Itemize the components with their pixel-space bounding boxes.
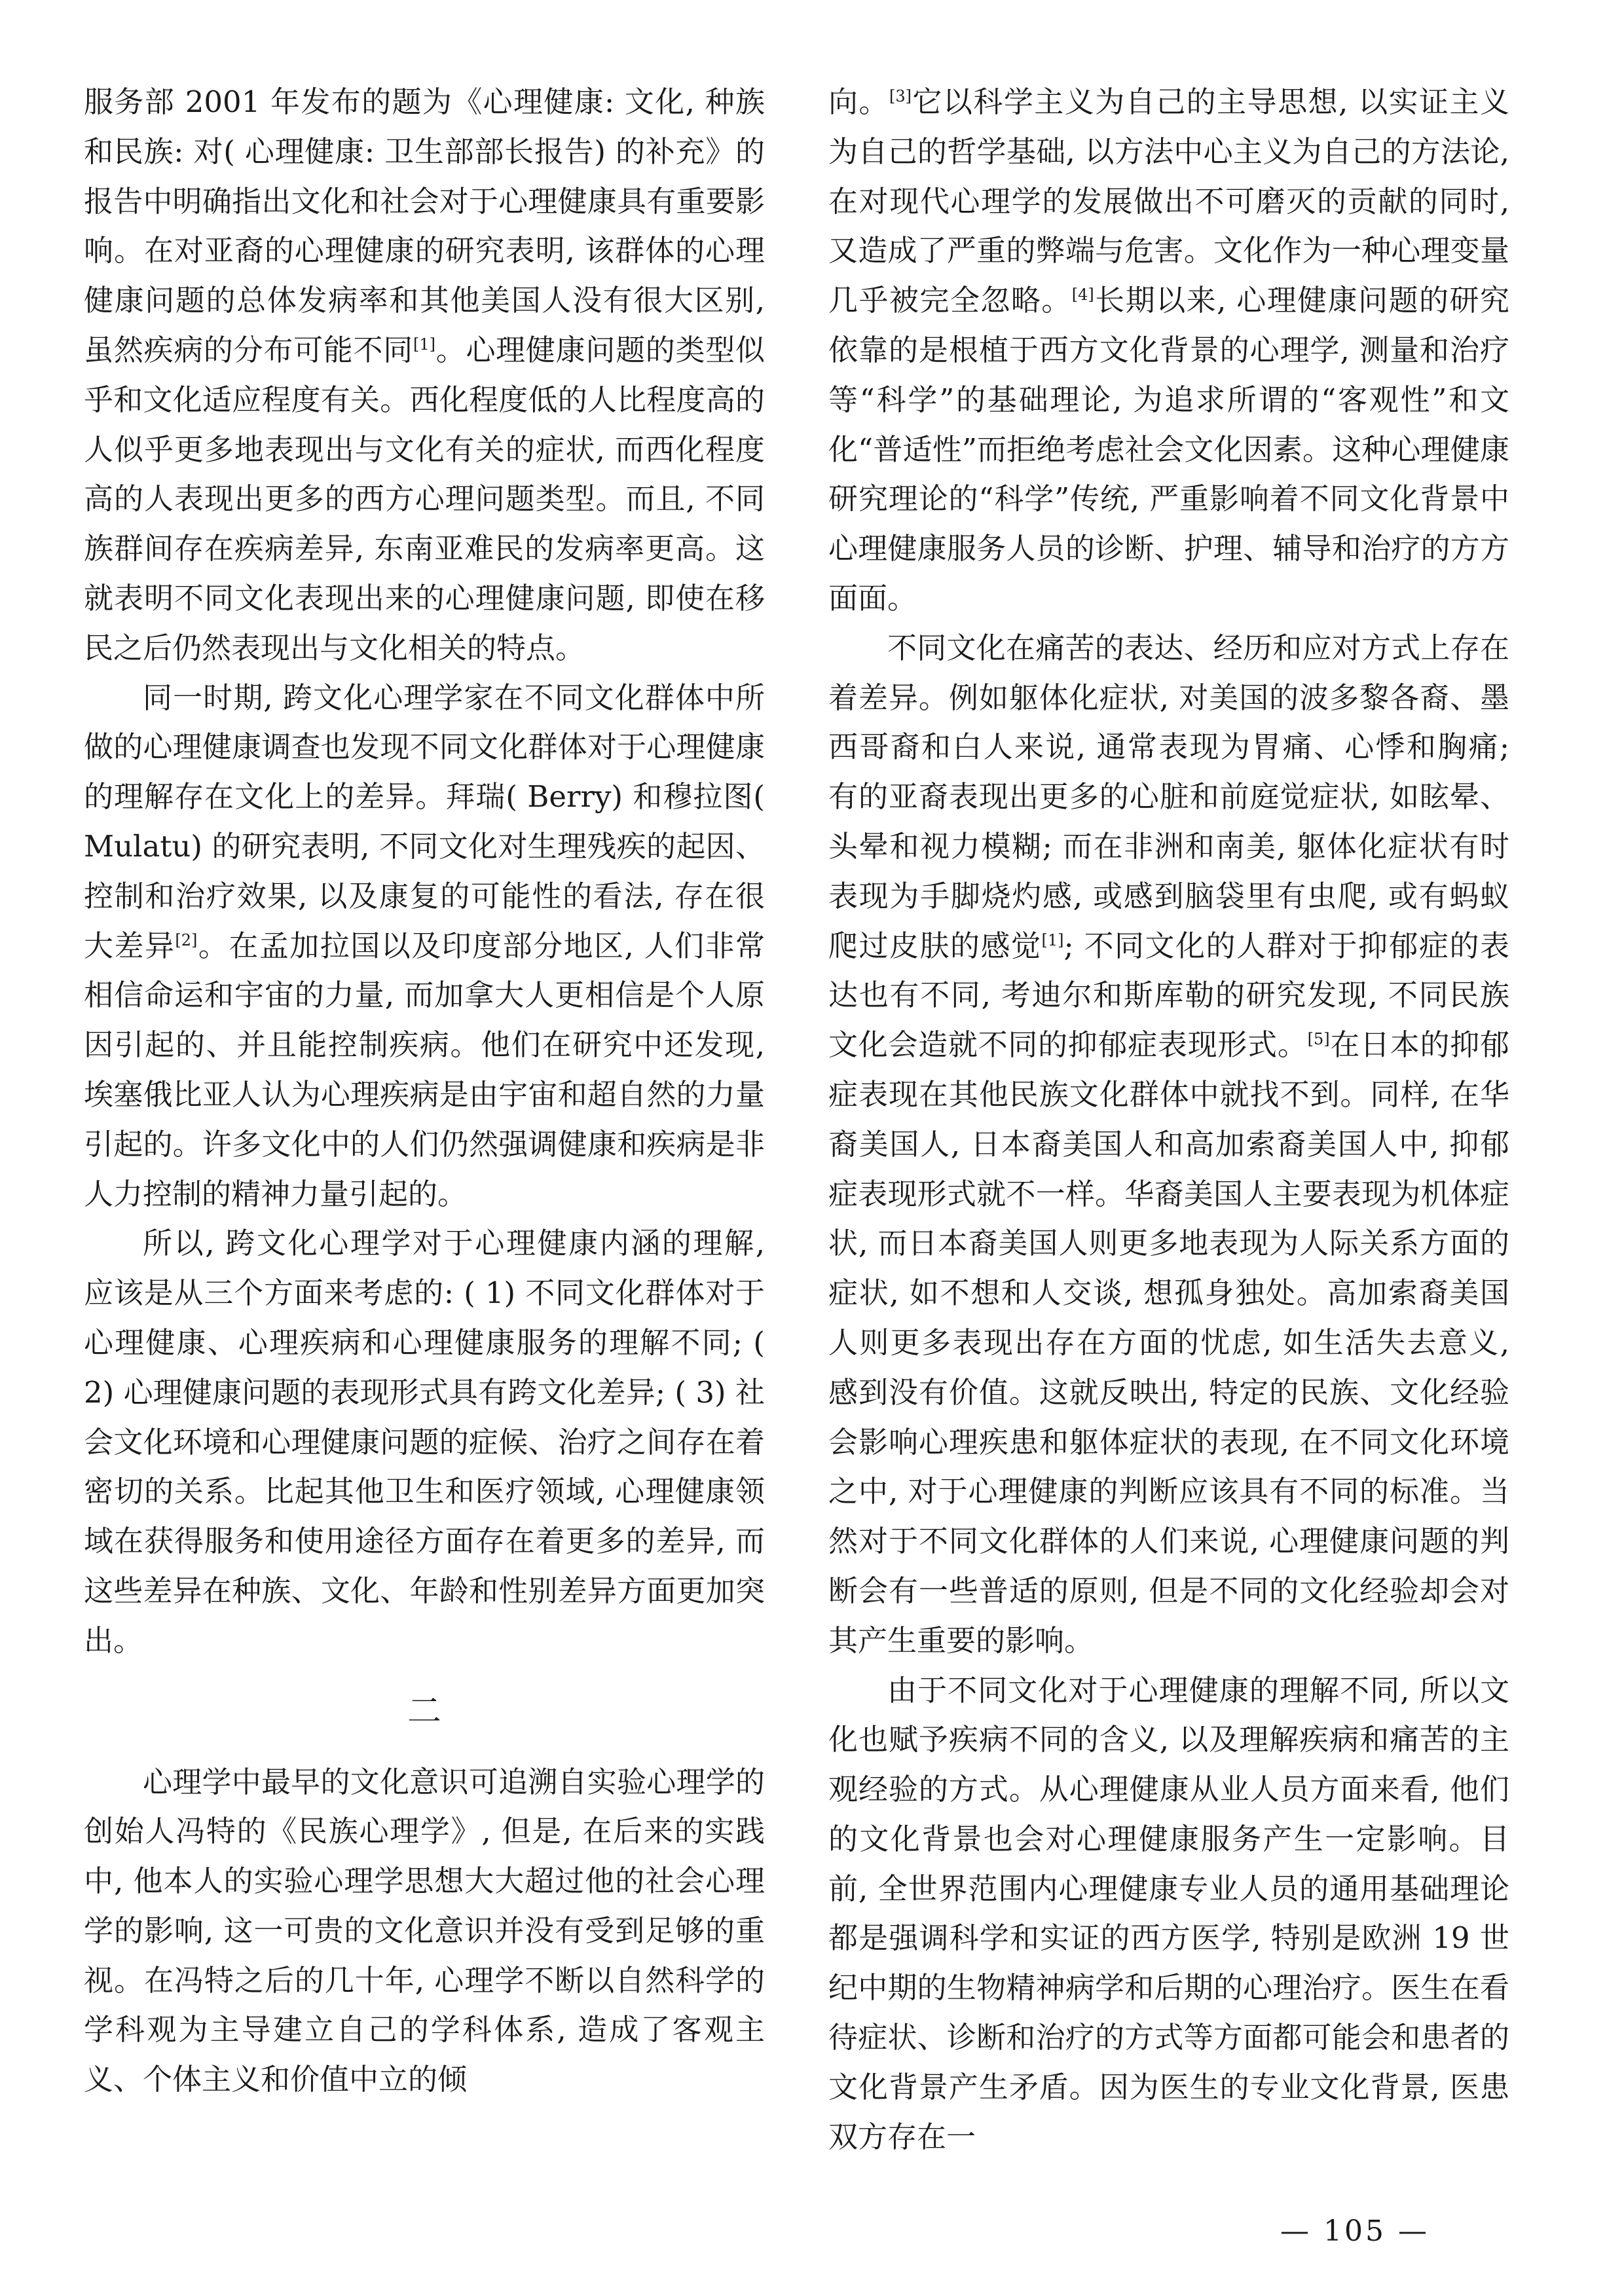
citation-ref: [4] [1071,285,1094,304]
body-paragraph: 服务部 2001 年发布的题为《心理健康: 文化, 种族和民族: 对( 心理健康: 卫生部部长报告) 的补充》的报告中明确指出文化和社会对于心理健康具有重要影响。在对亚裔的心理健康的研究表明, 该群体的心理健康问题的总体发病率和其他美国人没有很大区别, 虽然疾病的分布可能不同[1]。心理健康问题的类型似乎和文化适应程度有关。西化程度低的人比程度高的人似乎更多地表现出与文化有关的症状, 而西化程度高的人表现出更多的西方心理问题类型。而且, 不同族群间存在疾病差异, 东南亚难民的发病率更高。这就表明不同文化表现出来的心理健康问题, 即使在移民之后仍然表现出与文化相关的特点。 [84,84,765,665]
left-column [84,77,765,2104]
body-paragraph: 不同文化在痛苦的表达、经历和应对方式上存在着差异。例如躯体化症状, 对美国的波多黎各裔、墨西哥裔和白人来说, 通常表现为胃痛、心悸和胸痛; 有的亚裔表现出更多的心脏和前庭觉症状, 如眩晕、头晕和视力模糊; 而在非洲和南美, 躯体化症状有时表现为手脚烧灼感, 或感到脑袋里有虫爬, 或有蚂蚁爬过皮肤的感觉[1]; 不同文化的人群对于抑郁症的表达也有不同, 考迪尔和斯库勒的研究发现, 不同民族文化会造就不同的抑郁症表现形式。[5]在日本的抑郁症表现在其他民族文化群体中就找不到。同样, 在华裔美国人, 日本裔美国人和高加索裔美国人中, 抑郁症表现形式就不一样。华裔美国人主要表现为机体症状, 而日本裔美国人则更多地表现为人际关系方面的症状, 如不想和人交谈, 想孤身独处。高加索裔美国人则更多表现出存在方面的忧虑, 如生活失去意义, 感到没有价值。这就反映出, 特定的民族、文化经验会影响心理疾患和躯体症状的表现, 在不同文化环境之中, 对于心理健康的判断应该具有不同的标准。当然对于不同文化群体的人们来说, 心理健康问题的判断会有一些普适的原则, 但是不同的文化经验却会对其产生重要的影响。 [828,630,1509,1658]
body-paragraph: 所以, 跨文化心理学对于心理健康内涵的理解, 应该是从三个方面来考虑的: ( 1) 不同文化群体对于心理健康、心理疾病和心理健康服务的理解不同; ( 2) 心理健康问题的表现形式具有跨文化差异; ( 3) 社会文化环境和心理健康问题的症候、治疗之间存在着密切的关系。比起其他卫生和医疗领域, 心理健康领域在获得服务和使用途径方面存在着更多的差异, 而这些差异在种族、文化、年龄和性别差异方面更加突出。 [84,1226,765,1658]
body-paragraph: 由于不同文化对于心理健康的理解不同, 所以文化也赋予疾病不同的含义, 以及理解疾病和痛苦的主观经验的方式。从心理健康从业人员方面来看, 他们的文化背景也会对心理健康服务产生一定影响。目前, 全世界范围内心理健康专业人员的通用基础理论都是强调科学和实证的西方医学, 特别是欧洲 19 世纪中期的生物精神病学和后期的心理治疗。医生在看待症状、诊断和治疗的方式等方面都可能会和患者的文化背景产生矛盾。因为医生的专业文化背景, 医患双方存在一 [828,1672,1509,2154]
right-column [828,77,1509,2161]
section-heading: 二 [407,1691,441,1731]
citation-ref: [5] [1307,1030,1330,1049]
body-paragraph: 心理学中最早的文化意识可追溯自实验心理学的创始人冯特的《民族心理学》, 但是, 在后来的实践中, 他本人的实验心理学思想大大超过他的社会心理学的影响, 这一可贵的文化意识并没有受到足够的重视。在冯特之后的几十年, 心理学不断以自然科学的学科观为主导建立自己的学科体系, 造成了客观主义、个体主义和价值中立的倾 [84,1764,765,2097]
body-paragraph: 向。[3]它以科学主义为自己的主导思想, 以实证主义为自己的哲学基础, 以方法中心主义为自己的方法论, 在对现代心理学的发展做出不可磨灭的贡献的同时, 又造成了严重的弊端与危害。文化作为一种心理变量几乎被完全忽略。[4]长期以来, 心理健康问题的研究依靠的是根植于西方文化背景的心理学, 测量和治疗等“科学”的基础理论, 为追求所谓的“客观性”和文化“普适性”而拒绝考虑社会文化因素。这种心理健康研究理论的“科学”传统, 严重影响着不同文化背景中心理健康服务人员的诊断、护理、辅导和治疗的方方面面。 [828,84,1509,615]
citation-ref: [1] [413,335,435,354]
page-number: — 105 — [1280,2214,1430,2248]
citation-ref: [2] [175,930,198,949]
citation-ref: [1] [1041,930,1064,949]
body-paragraph: 同一时期, 跨文化心理学家在不同文化群体中所做的心理健康调查也发现不同文化群体对于心理健康的理解存在文化上的差异。拜瑞( Berry) 和穆拉图( Mulatu) 的研究表明, 不同文化对生理残疾的起因、控制和治疗效果, 以及康复的可能性的看法, 存在很大差异[2]。在孟加拉国以及印度部分地区, 人们非常相信命运和宇宙的力量, 而加拿大人更相信是个人原因引起的、并且能控制疾病。他们在研究中还发现, 埃塞俄比亚人认为心理疾病是由宇宙和超自然的力量引起的。许多文化中的人们仍然强调健康和疾病是非人力控制的精神力量引起的。 [84,680,765,1211]
citation-ref: [3] [889,87,912,105]
